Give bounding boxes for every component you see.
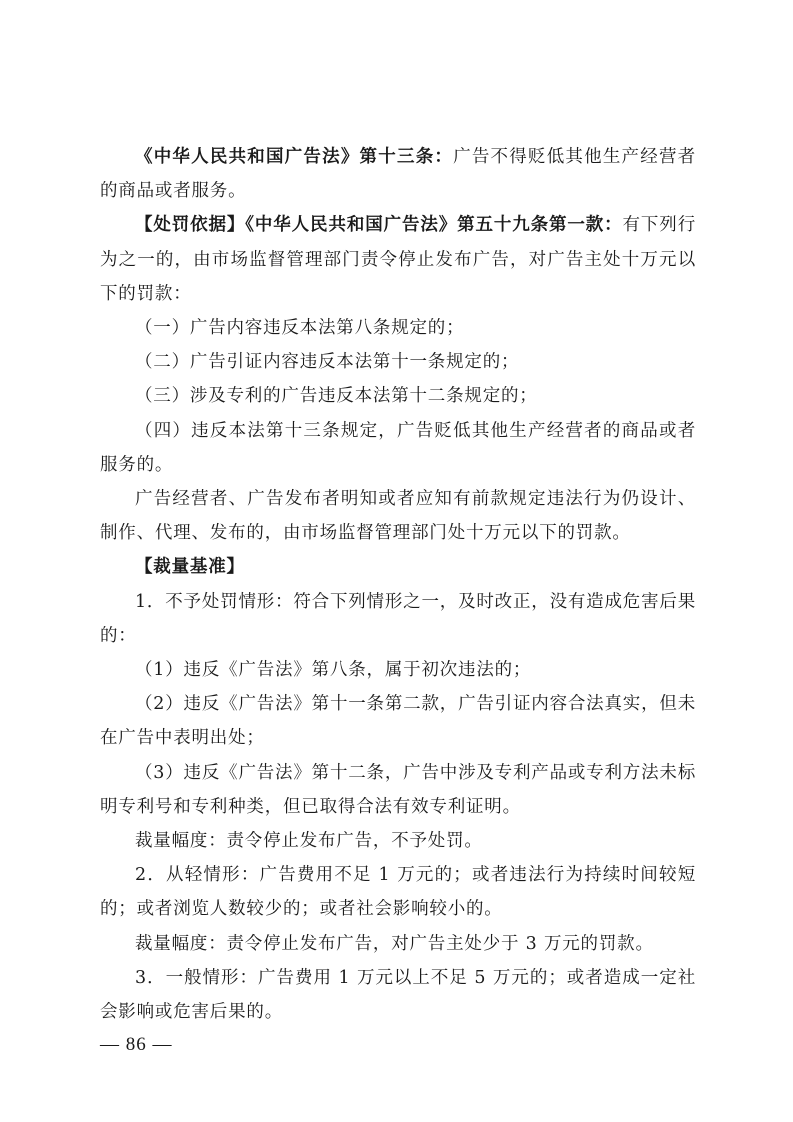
article-13-body: 广告不得贬低其他生产经营者的商品或者服务。 [100,147,696,202]
standard-1-range: 裁量幅度：责令停止发布广告，不予处罚。 [135,831,483,852]
penalty-basis-title: 【处罚依据】《中华人民共和国广告法》第五十九条第一款： [135,215,623,236]
penalty-item-2: （二）广告引证内容违反本法第十一条规定的； [135,352,520,373]
standard-1-b: （2）违反《广告法》第十一条第二款，广告引证内容合法真实，但未在广告中表明出处； [100,694,696,749]
standard-1-a: （1）违反《广告法》第八条，属于初次违法的； [135,660,532,681]
standard-2-range: 裁量幅度：责令停止发布广告，对广告主处少于 3 万元的罚款。 [135,933,654,954]
page-number: — 86 — [100,1034,173,1055]
operator-paragraph: 广告经营者、广告发布者明知或者应知有前款规定违法行为仍设计、制作、代理、发布的，由市场监督管理部门处十万元以下的罚款。 [100,489,696,544]
standard-1-c: （3）违反《广告法》第十二条，广告中涉及专利产品或专利方法未标明专利号和专利种类，但已取得合法有效专利证明。 [100,762,696,817]
article-13-title: 《中华人民共和国广告法》第十三条： [135,147,454,167]
standard-heading: 【裁量基准】 [135,557,245,578]
penalty-item-3: （三）涉及专利的广告违反本法第十二条规定的； [135,386,538,407]
standard-2: 2．从轻情形：广告费用不足 1 万元的；或者违法行为持续时间较短的；或者浏览人数较少的；或者社会影响较小的。 [100,865,696,920]
article-13-paragraph [100,140,696,208]
penalty-item-4: （四）违反本法第十三条规定，广告贬低其他生产经营者的商品或者服务的。 [100,420,696,475]
standard-3: 3．一般情形：广告费用 1 万元以上不足 5 万元的；或者造成一定社会影响或危害后果的。 [100,967,696,1023]
document-body [100,140,696,1029]
penalty-item-1: （一）广告内容违反本法第八条规定的； [135,318,465,339]
standard-1: 1．不予处罚情形：符合下列情形之一，及时改正，没有造成危害后果的： [100,591,696,646]
penalty-basis-paragraph [100,208,696,311]
penalty-basis-body: 有下列行为之一的，由市场监督管理部门责令停止发布广告，对广告主处十万元以下的罚款： [100,215,696,304]
